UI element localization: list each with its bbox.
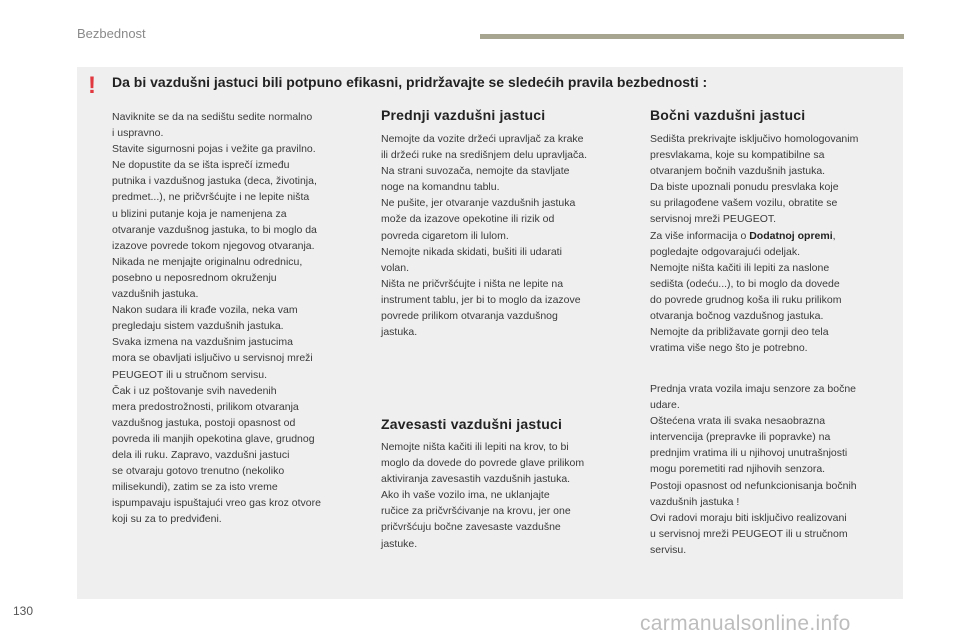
- text-line: se otvaraju gotovo trenutno (nekoliko: [112, 465, 285, 478]
- text-line: Nemojte da vozite držeći upravljač za krake: [381, 133, 584, 145]
- text-line: Prednja vrata vozila imaju senzore za bočne: [650, 383, 857, 395]
- text-line: udare.: [650, 399, 680, 412]
- text-line: sedišta (odeću...), to bi moglo da dovede: [650, 277, 840, 290]
- text-line: ručice za pričvršćivanje na krovu, jer one: [381, 505, 571, 518]
- accessories-reference-line: Za više informacija o Dodatnoj opremi,: [650, 229, 836, 242]
- text-line: Sedišta prekrivajte isključivo homologovanim: [650, 133, 859, 145]
- watermark: carmanualsonline.info: [640, 612, 851, 635]
- text-line: Da biste upoznali ponudu presvlaka koje: [650, 181, 839, 194]
- text-line: volan.: [381, 261, 410, 274]
- text-line: moglo da dovede do povrede glave prilikom: [381, 457, 585, 470]
- text-line: milisekundi), zatim se za isto vreme: [112, 481, 278, 494]
- text-line: servisu.: [650, 543, 687, 556]
- text-line: Na strani suvozača, nemojte da stavljate: [381, 165, 570, 178]
- text-line: Nemojte ništa kačiti ili lepiti za naslone: [650, 261, 830, 274]
- text-line: vazdušnih jastuka !: [650, 495, 740, 508]
- text-line: servisnoj mreži PEUGEOT.: [650, 213, 777, 226]
- text-line: mera predostrožnosti, prilikom otvaranja: [112, 400, 299, 413]
- text-line: presvlakama, koje su kompatibilne sa: [650, 149, 825, 162]
- text-line: instrument tablu, jer bi to moglo da izazove: [381, 293, 581, 306]
- text-line: jastuka.: [381, 326, 418, 339]
- text-line: Svaka izmena na vazdušnim jastucima: [112, 336, 293, 349]
- text-line: dela ili ruku. Zapravo, vazdušni jastuci: [112, 448, 290, 461]
- text-line: Nemojte da približavate gornji deo tela: [650, 326, 829, 339]
- header-accent-bar: [480, 34, 904, 39]
- text-line: može da izazove opekotine ili rizik od: [381, 213, 555, 226]
- text-line: ispumpavaju ispuštajući vreo gas kroz otvore: [112, 497, 321, 510]
- text-line: PEUGEOT ili u stručnom servisu.: [112, 368, 268, 381]
- text-line: otvaranjem bočnih vazdušnih jastuka.: [650, 165, 826, 178]
- accessories-reference: Dodatnoj opremi: [749, 229, 833, 242]
- text-line: Naviknite se da na sedištu sedite normalno: [112, 111, 313, 123]
- text-line: Oštećena vrata ili svaka nesaobrazna: [650, 415, 826, 428]
- text-line: Nikada ne menjajte originalnu odrednicu,: [112, 255, 303, 268]
- text-line: aktiviranja zavesastih vazdušnih jastuka.: [381, 473, 571, 486]
- panel-title: Da bi vazdušni jastuci bili potpuno efikasni, pridržavajte se sledećih pravila bezbednosti :: [112, 74, 708, 90]
- text-line: jastuke.: [381, 537, 418, 550]
- text-line: prednjim vratima ili u njihovoj unutrašnjosti: [650, 447, 848, 460]
- text-line: u servisnoj mreži PEUGEOT ili u stručnom: [650, 527, 848, 540]
- text-line: otvaranje vazdušnog jastuka, to bi moglo da: [112, 223, 317, 236]
- text-line: noge na komandnu tablu.: [381, 181, 500, 194]
- door-sensors-text: [650, 381, 857, 558]
- text-line: Ne pušite, jer otvaranje vazdušnih jastuka: [381, 197, 576, 210]
- text-line: pričvršćuju bočne zavesaste vazdušne: [381, 521, 561, 534]
- side-airbags-heading: Bočni vazdušni jastuci: [650, 107, 806, 123]
- text-line: do povrede grudnog koša ili ruku prilikom: [650, 293, 842, 306]
- text-line: posebno u neposrednom okruženju: [112, 271, 277, 284]
- text-line: vazdušnog jastuka, postoji opasnost od: [112, 416, 296, 429]
- text-line: Ovi radovi moraju biti isključivo realizovani: [650, 511, 847, 524]
- text-line: i uspravno.: [112, 127, 164, 140]
- front-airbags-text: [381, 131, 587, 340]
- text-line: povreda ili manjih opekotina glave, grudnog: [112, 432, 315, 445]
- text-line: otvaranja bočnog vazdušnog jastuka.: [650, 310, 824, 323]
- text-line: Nemojte nikada skidati, bušiti ili udarati: [381, 245, 562, 258]
- text-line: Ako ih vaše vozilo ima, ne uklanjajte: [381, 489, 550, 502]
- text-line: intervencija (prepravke ili popravke) na: [650, 431, 831, 444]
- text-line: povreda cigaretom ili lulom.: [381, 229, 509, 242]
- page-number: 130: [13, 604, 34, 618]
- warning-exclamation-icon: !: [88, 72, 96, 99]
- text-line: vazdušnih jastuka.: [112, 288, 199, 301]
- text-line: mora se obavljati isljučivo u servisnoj mreži: [112, 352, 313, 365]
- text-line: Ne dopustite da se išta isprečí između: [112, 159, 290, 172]
- text-line: Nakon sudara ili krađe vozila, neka vam: [112, 304, 298, 317]
- front-airbags-heading: Prednji vazdušni jastuci: [381, 107, 546, 123]
- text-line: izazove povrede tokom njegovog otvaranja.: [112, 239, 315, 252]
- text-line: vratima više nego što je potrebno.: [650, 342, 808, 355]
- text-line: koji su za to predviđeni.: [112, 513, 222, 526]
- text-line: Ništa ne pričvršćujte i ništa ne lepite na: [381, 277, 564, 290]
- text-line: su prilagođene vašem vozilu, obratite se: [650, 197, 838, 210]
- side-airbags-text: [650, 131, 858, 356]
- text-line: mogu poremetiti rad njihovih senzora.: [650, 463, 826, 476]
- text-line: putnika i vazdušnog jastuka (deca, životinja,: [112, 175, 317, 188]
- curtain-airbags-text: [381, 439, 584, 552]
- text-line: pregledaju sistem vazdušnih jastuka.: [112, 320, 284, 333]
- text-line: ili držeći ruke na središnjem delu upravljača.: [381, 149, 588, 162]
- text-line: Stavite sigurnosni pojas i vežite ga pravilno.: [112, 143, 316, 156]
- general-rules-column: [112, 109, 321, 527]
- text-line: Nemojte ništa kačiti ili lepiti na krov, to bi: [381, 441, 569, 453]
- text-line: Čak i uz poštovanje svih navedenih: [112, 384, 277, 397]
- text-line: povrede prilikom otvaranja vazdušnog: [381, 310, 558, 323]
- text-line: pogledajte odgovarajući odeljak.: [650, 245, 801, 258]
- text-line: Postoji opasnost od nefunkcionisanja bočnih: [650, 479, 857, 492]
- text-line: predmet...), ne pričvršćujte i ne lepite ništa: [112, 191, 310, 204]
- curtain-airbags-heading: Zavesasti vazdušni jastuci: [381, 416, 563, 432]
- section-label: Bezbednost: [77, 26, 146, 41]
- text-line: u blizini putanje koja je namenjena za: [112, 207, 287, 220]
